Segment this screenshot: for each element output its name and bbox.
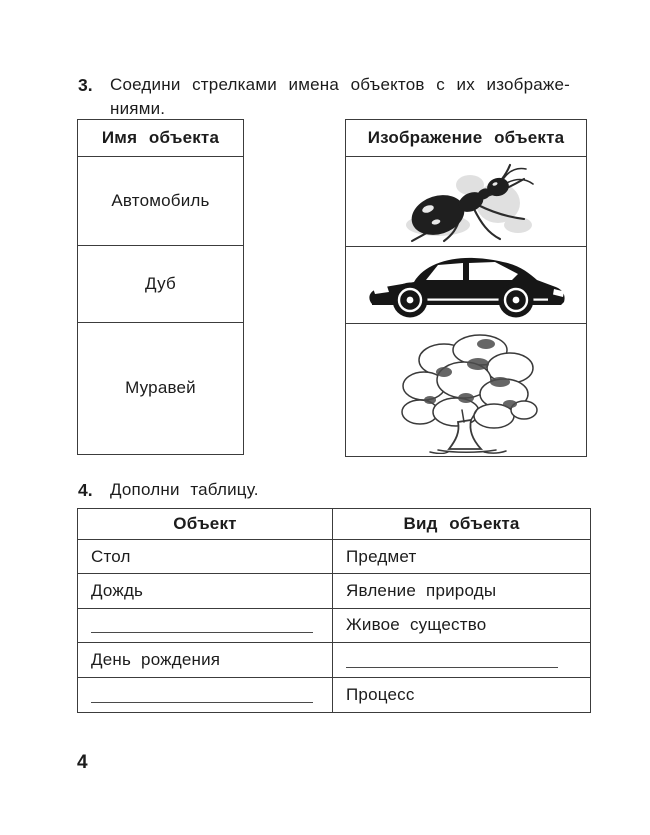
- exercise-4-instruction: Дополни таблицу.: [110, 480, 259, 499]
- object-images-header: Изображение объекта: [346, 120, 586, 157]
- oak-tree-image: [382, 326, 550, 454]
- object-blank-line-1[interactable]: [91, 632, 313, 633]
- cell-object-blank-1: [78, 609, 333, 642]
- table-row: [78, 643, 590, 677]
- header-object-kind: Вид объекта: [403, 513, 520, 533]
- exercise-3-number: 3.: [78, 75, 93, 95]
- cell-kind-blank: [333, 643, 590, 676]
- table-row: [78, 678, 590, 712]
- header-object: Объект: [78, 509, 333, 539]
- table-row: [78, 609, 590, 643]
- cell-object-birthday: День рождения: [78, 643, 333, 676]
- object-name-car[interactable]: Автомобиль: [78, 157, 243, 246]
- cell-kind-process: Процесс: [346, 684, 415, 704]
- image-cell-oak-tree[interactable]: [346, 324, 586, 456]
- kind-blank-line[interactable]: [346, 667, 558, 668]
- object-name-ant[interactable]: Муравей: [125, 378, 196, 398]
- image-cell-ant[interactable]: [346, 157, 586, 247]
- ant-image: [378, 159, 554, 243]
- cell-kind-nature-phenomenon: Явление природы: [346, 581, 497, 601]
- object-images-table: [345, 119, 587, 457]
- image-cell-car[interactable]: [346, 247, 586, 324]
- object-names-header: Имя объекта: [78, 120, 243, 157]
- object-names-table: [77, 119, 244, 455]
- fill-table-header-row: [78, 509, 590, 540]
- fill-in-table: [77, 508, 591, 713]
- cell-object-rain: Дождь: [78, 574, 333, 607]
- table-row: [78, 574, 590, 608]
- cell-object-table: Стол: [78, 540, 333, 573]
- object-name-oak[interactable]: Дуб: [78, 246, 243, 322]
- exercise-4-number: 4.: [78, 480, 93, 500]
- instruction-line-1: Соедини стрелками имена объектов с их изображе-: [110, 75, 570, 94]
- object-blank-line-2[interactable]: [91, 702, 313, 703]
- car-image: [362, 248, 570, 322]
- instruction-line-2: ниями.: [110, 99, 166, 118]
- table-row: [78, 540, 590, 574]
- cell-object-blank-2: [78, 678, 333, 712]
- page-number: 4: [77, 752, 88, 773]
- cell-kind-living-being: Живое существо: [346, 615, 487, 635]
- cell-kind-item: Предмет: [346, 546, 417, 566]
- exercise-3-instruction: [110, 73, 570, 121]
